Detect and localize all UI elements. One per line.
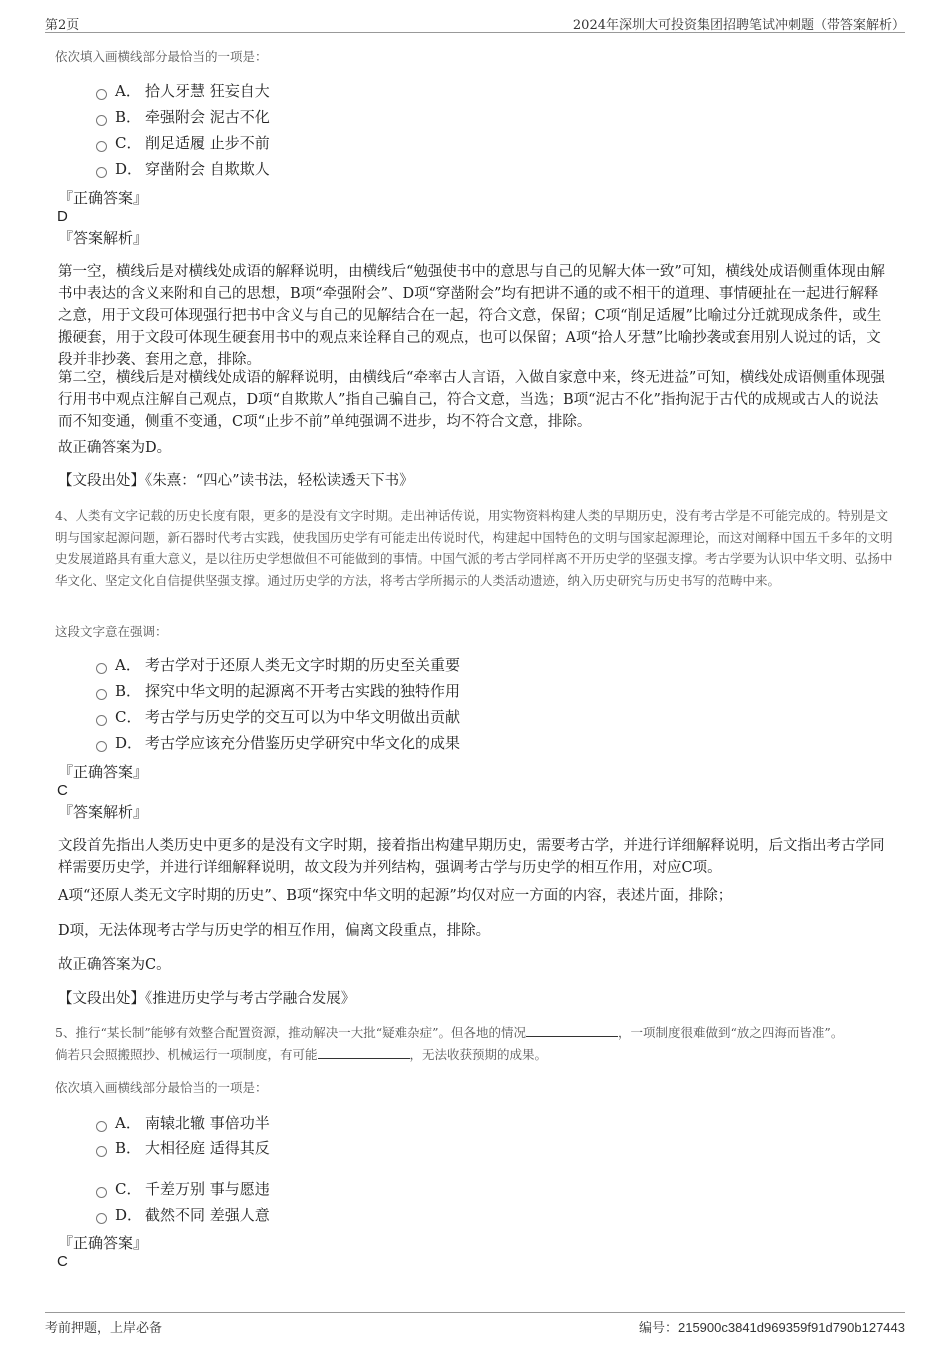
q4-analysis-label: 『答案解析』 bbox=[58, 803, 149, 821]
radio-icon[interactable] bbox=[96, 1121, 107, 1132]
q4-stem: 4、人类有文字记载的历史长度有限，更多的是没有文字时期。走出神话传说，用实物资料构建人类的早期历史，没有考古学是不可能完成的。特别是文明与国家起源问题，新石器时代考古实践，使我国历史学有可能走出传说时代，构建起中国特色的文明与国家起源理论，而这对阐释中国五千多年的文明史发展道路具有重大意义，是以往历史学想做但不可能做到的事情。中国气派的考古学同样离不开历史学的坚强支撑。考古学要为认识中华文明、弘扬中华文化、坚定文化自信提供坚强支撑。通过历史学的方法，将考古学所揭示的人类活动遗迹，纳入历史研究与历史书写的范畴中来。 bbox=[55, 508, 893, 588]
q3-analysis-label: 『答案解析』 bbox=[58, 229, 149, 247]
page-number: 第2页 bbox=[45, 18, 80, 33]
radio-icon[interactable] bbox=[96, 1187, 107, 1198]
q4-conclusion: 故正确答案为C。 bbox=[58, 957, 171, 973]
q3-answer-label: 『正确答案』 bbox=[58, 189, 149, 207]
radio-icon[interactable] bbox=[96, 89, 107, 100]
radio-icon[interactable] bbox=[96, 689, 107, 700]
page-footer bbox=[45, 1312, 905, 1337]
q3-source: 【文段出处】《朱熹：“四心”读书法，轻松读透天下书》 bbox=[58, 473, 414, 489]
radio-icon[interactable] bbox=[96, 715, 107, 726]
page-header bbox=[45, 12, 905, 33]
q4-answer-label: 『正确答案』 bbox=[58, 763, 149, 781]
q5-prompt: 依次填入画横线部分最恰当的一项是： bbox=[55, 1080, 268, 1095]
q3-analysis-p1: 第一空，横线后是对横线处成语的解释说明，由横线后“勉强使书中的意思与自己的见解大体一致”可知，横线处成语侧重体现由解书中表达的含义来附和自己的思想，B项“牵强附会”、D项“穿凿附会”均有把讲不通的或不相干的道理、事情硬扯在一起进行解释之意，用于文段可体现强行把书中含义与自己的见解结合在一起，符合文意，保留；C项“削足适履”比喻过分迁就现成条件，或生搬硬套，用于文段可体现生硬套用书中的观点来诠释自己的观点，也可以保留；A项“拾人牙慧”比喻抄袭或套用别人说过的话，文段并非抄袭、套用之意，排除。 bbox=[58, 264, 885, 368]
q5-option-d[interactable]: D． 截然不同 差强人意 bbox=[96, 1204, 270, 1226]
q4-analysis-p2: A项“还原人类无文字时期的历史”、B项“探究中华文明的起源”均仅对应一方面的内容，表述片面，排除； bbox=[58, 888, 733, 904]
q5-option-c[interactable]: C． 千差万别 事与愿违 bbox=[96, 1178, 270, 1200]
q5-option-a[interactable]: A． 南辕北辙 事倍功半 bbox=[96, 1112, 270, 1134]
q3-conclusion: 故正确答案为D。 bbox=[58, 440, 172, 456]
q5-option-b[interactable]: B． 大相径庭 适得其反 bbox=[96, 1137, 270, 1159]
q5-answer: C bbox=[57, 1253, 68, 1270]
q4-analysis-p3: D项，无法体现考古学与历史学的相互作用，偏离文段重点，排除。 bbox=[58, 923, 491, 939]
radio-icon[interactable] bbox=[96, 741, 107, 752]
q4-option-b[interactable]: B． 探究中华文明的起源离不开考古实践的独特作用 bbox=[96, 680, 460, 702]
q3-answer: D bbox=[57, 208, 68, 225]
q4-option-c[interactable]: C． 考古学与历史学的交互可以为中华文明做出贡献 bbox=[96, 706, 460, 728]
radio-icon[interactable] bbox=[96, 663, 107, 674]
radio-icon[interactable] bbox=[96, 1213, 107, 1224]
footer-slogan: 考前押题，上岸必备 bbox=[45, 1321, 163, 1336]
q4-analysis-p1: 文段首先指出人类历史中更多的是没有文字时期，接着指出构建早期历史，需要考古学，并进行详细解释说明，后文指出考古学同样需要历史学，并进行详细解释说明，故文段为并列结构，强调考古学与历史学的相互作用，对应C项。 bbox=[58, 838, 885, 876]
document-title: 2024年深圳大可投资集团招聘笔试冲刺题（带答案解析） bbox=[572, 18, 905, 33]
document-code: 编号：215900c3841d969359f91d790b127443 bbox=[638, 1320, 905, 1336]
q4-prompt: 这段文字意在强调： bbox=[55, 624, 168, 639]
q4-option-a[interactable]: A． 考古学对于还原人类无文字时期的历史至关重要 bbox=[96, 654, 460, 676]
q5-stem: 5、推行“某长制”能够有效整合配置资源，推动解决一大批“疑难杂症”。但各地的情况 ，一项制度很难做到“放之四海而皆准”。 倘若只会照搬照抄、机械运行一项制度，有可能 ，无法收获预期的成果。 bbox=[55, 1025, 844, 1062]
q3-prompt: 依次填入画横线部分最恰当的一项是： bbox=[55, 49, 268, 64]
radio-icon[interactable] bbox=[96, 141, 107, 152]
q3-option-a[interactable]: A． 拾人牙慧 狂妄自大 bbox=[96, 80, 270, 102]
radio-icon[interactable] bbox=[96, 115, 107, 126]
q4-answer: C bbox=[57, 782, 68, 799]
radio-icon[interactable] bbox=[96, 167, 107, 178]
radio-icon[interactable] bbox=[96, 1146, 107, 1157]
q5-answer-label: 『正确答案』 bbox=[58, 1234, 149, 1252]
q3-option-d[interactable]: D． 穿凿附会 自欺欺人 bbox=[96, 158, 270, 180]
q4-option-d[interactable]: D． 考古学应该充分借鉴历史学研究中华文化的成果 bbox=[96, 732, 460, 754]
q4-source: 【文段出处】《推进历史学与考古学融合发展》 bbox=[58, 991, 356, 1007]
blank-line bbox=[318, 1046, 410, 1059]
blank-line bbox=[526, 1024, 618, 1037]
q3-option-c[interactable]: C． 削足适履 止步不前 bbox=[96, 132, 270, 154]
q3-analysis-p2: 第二空，横线后是对横线处成语的解释说明，由横线后“牵率古人言语，入做自家意中来，终无进益”可知，横线处成语侧重体现强行用书中观点注解自己观点，D项“自欺欺人”指自己骗自己，符合文意，当选；B项“泥古不化”指拘泥于古代的成规或古人的说法而不知变通，侧重不变通，C项“止步不前”单纯强调不进步，均不符合文意，排除。 bbox=[58, 370, 885, 430]
q3-option-b[interactable]: B． 牵强附会 泥古不化 bbox=[96, 106, 270, 128]
